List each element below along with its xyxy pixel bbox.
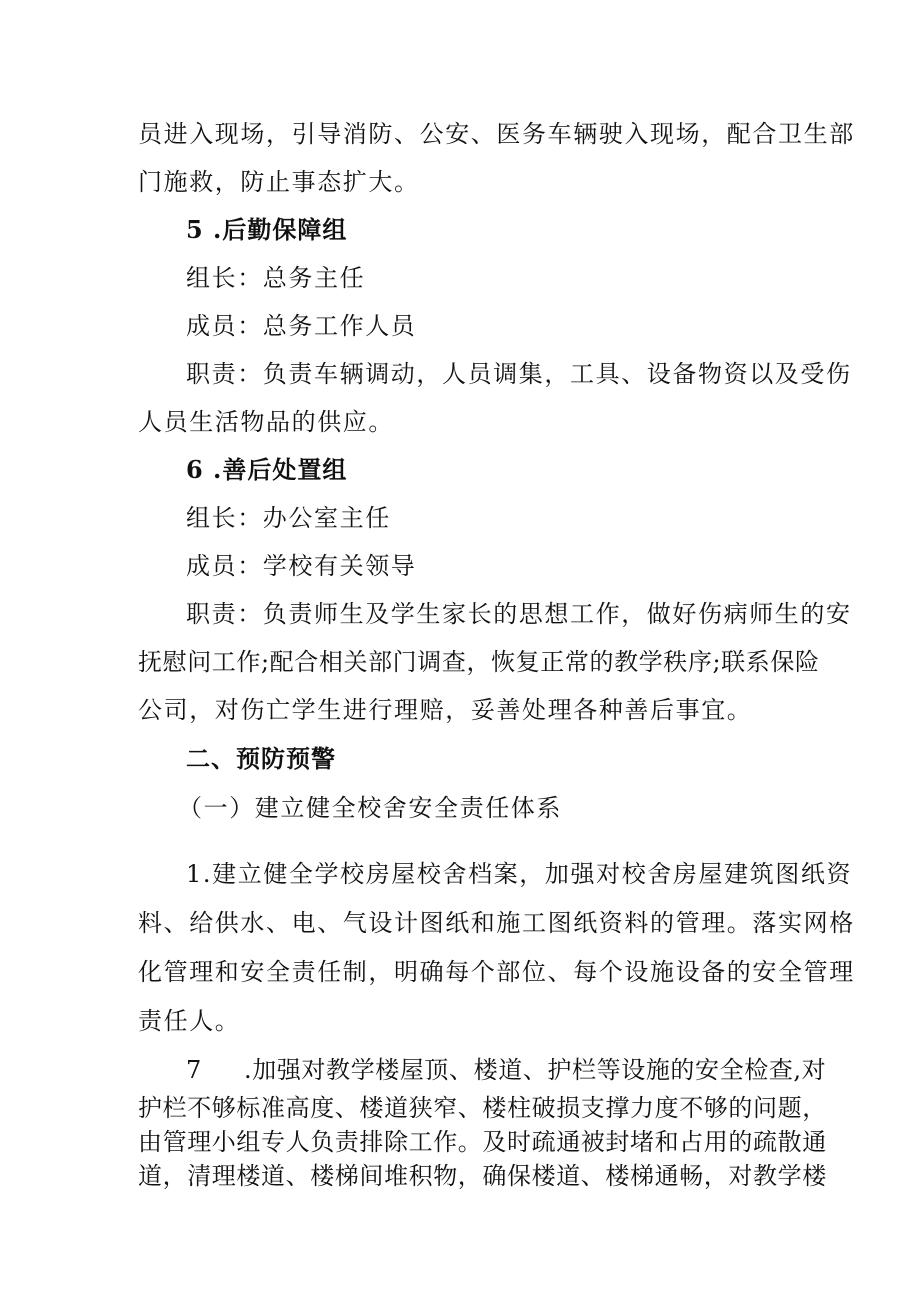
paragraph-line: 责任人。 (138, 1007, 241, 1035)
paragraph-line: 成员：总务工作人员 (186, 312, 417, 340)
section-heading: 6 .善后处置组 (186, 455, 348, 484)
paragraph-line: 抚慰问工作;配合相关部门调查，恢复正常的教学秩序;联系保险 (138, 648, 820, 676)
paragraph-line: 料、给供水、电、气设计图纸和施工图纸资料的管理。落实网格 (138, 909, 855, 937)
paragraph-line: 1.建立健全学校房屋校舍档案，加强对校舍房屋建筑图纸资 (186, 860, 853, 888)
paragraph-line: 组长：总务主任 (186, 264, 366, 292)
paragraph-line: 职责：负责车辆调动，人员调集，工具、设备物资以及受伤 (186, 360, 852, 388)
list-number: 7 (186, 1056, 203, 1084)
paragraph-line: 由管理小组专人负责排除工作。及时疏通被封堵和占用的疏散通 (138, 1128, 827, 1156)
chapter-heading: 二、预防预警 (186, 744, 336, 773)
paragraph-line: 门施救，防止事态扩大。 (138, 168, 420, 196)
section-heading: 5 .后勤保障组 (186, 215, 348, 244)
paragraph-line: 道，清理楼道、楼梯间堆积物，确保楼道、楼梯通畅，对教学楼 (138, 1162, 827, 1190)
paragraph-line: 公司，对伤亡学生进行理赔，妥善处理各种善后事宜。 (138, 696, 753, 724)
paragraph-line: 化管理和安全责任制，明确每个部位、每个设施设备的安全管理 (138, 958, 855, 986)
paragraph-line: 职责：负责师生及学生家长的思想工作，做好伤病师生的安 (186, 600, 852, 628)
paragraph-line: 护栏不够标准高度、楼道狭窄、楼柱破损支撑力度不够的问题， (138, 1094, 827, 1122)
subsection-heading: （一）建立健全校舍安全责任体系 (178, 794, 562, 822)
paragraph-line: .加强对教学楼屋顶、楼道、护栏等设施的安全检查,对 (244, 1056, 827, 1084)
paragraph-line: 成员：学校有关领导 (186, 552, 417, 580)
paragraph-line: 员进入现场，引导消防、公安、医务车辆驶入现场，配合卫生部 (138, 120, 855, 148)
paragraph-line: 组长：办公室主任 (186, 504, 391, 532)
paragraph-line: 人员生活物品的供应。 (138, 408, 394, 436)
